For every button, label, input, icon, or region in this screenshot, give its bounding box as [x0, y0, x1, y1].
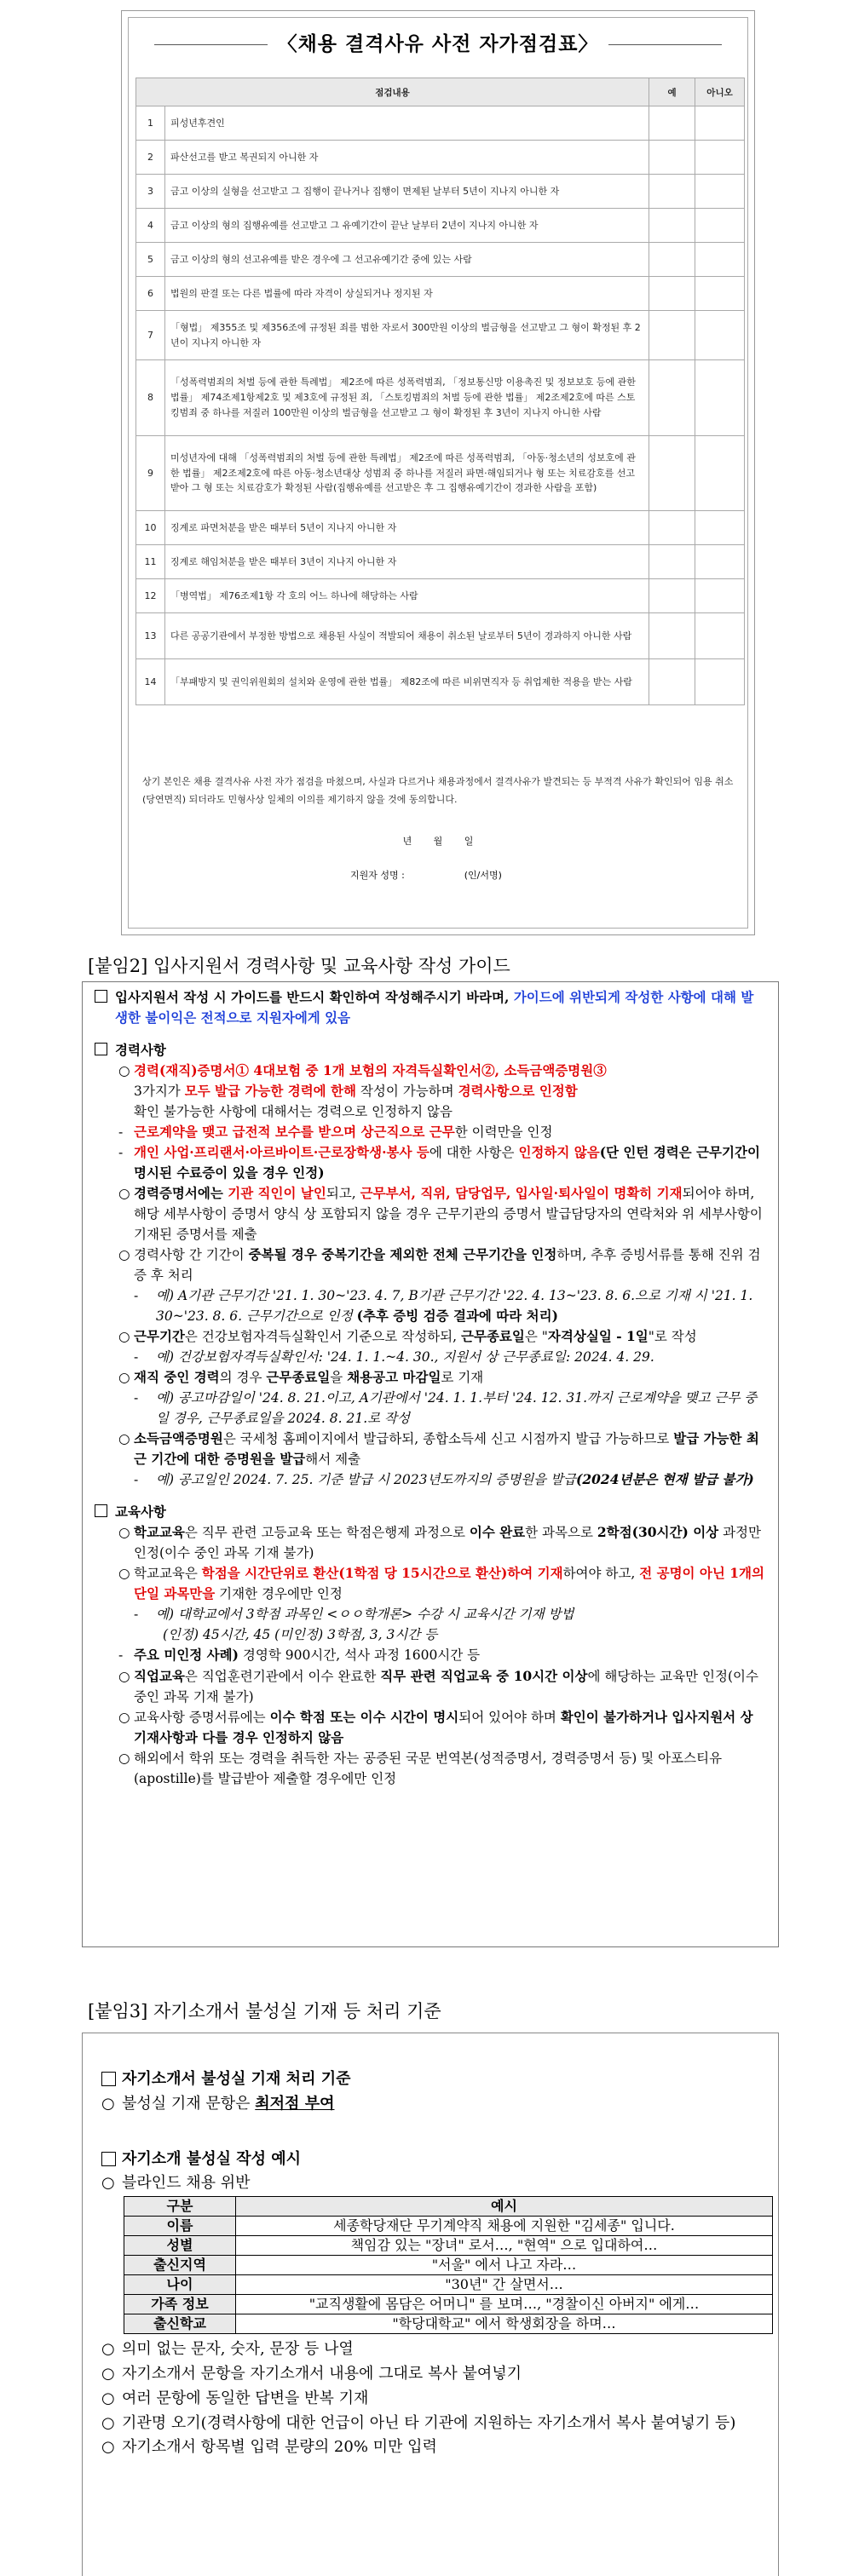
yes-cell[interactable]	[649, 175, 695, 209]
edu-title	[95, 1502, 766, 1522]
yes-cell[interactable]	[649, 545, 695, 579]
checklist-row	[136, 175, 745, 209]
t: 과정만 인정(이수 중인 과목 기재 불가)	[134, 1525, 762, 1561]
t: 은 국세청 홈페이지에서 발급하되, 종합소득세 신고 시점까지 발급 가능하므로	[222, 1431, 674, 1447]
t: 채용공고 마감일	[347, 1369, 441, 1386]
no-cell[interactable]	[695, 311, 745, 360]
t: 경력사항 간 기간이	[134, 1247, 249, 1263]
example-text: 세종학당재단 무기계약직 채용에 지원한 "김세종" 입니다.	[236, 2217, 773, 2236]
checklist-row	[136, 106, 745, 141]
example-period	[95, 1347, 766, 1367]
unfaithful-item-text: 자기소개서 문항을 자기소개서 내용에 그대로 복사 붙여넣기	[122, 2364, 522, 2383]
t: 근무부서, 직위, 담당업무, 입사일·퇴사일이 명확히 기재	[360, 1185, 683, 1202]
self-check-form	[121, 10, 755, 935]
checklist-row	[136, 511, 745, 545]
criteria-title-text: 자기소개서 불성실 기재 처리 기준	[122, 2070, 351, 2088]
header-example: 예시	[236, 2197, 773, 2217]
checklist-row	[136, 360, 745, 436]
yes-cell[interactable]	[649, 436, 695, 511]
edu-item-overseas	[95, 1748, 766, 1789]
dash-icon: -	[118, 1647, 124, 1664]
t: 예) A기관 근무기간 '21. 1. 30~'23. 4. 7, B기관 근무기간 '22. 4. 13~'23. 8. 6.으로 기재 시 '21. 1. 30~'23. 8. 6. 근무기간으로 인정	[156, 1288, 753, 1325]
career-title	[95, 1040, 766, 1061]
checkbox-square-icon	[95, 1504, 107, 1517]
dash-icon: -	[118, 1145, 124, 1161]
yes-cell[interactable]	[649, 141, 695, 175]
bullet-circle-icon: ○	[118, 1668, 130, 1684]
no-cell[interactable]	[695, 436, 745, 511]
row-number: 2	[136, 141, 165, 175]
t: 불성실 기재 문항은	[122, 2094, 256, 2113]
doc-num3: ③	[593, 1062, 607, 1079]
career-item-docs	[95, 1061, 766, 1122]
t: 전 공명이 아닌 1개의 단일 과목만을	[134, 1565, 764, 1602]
checklist-row	[136, 613, 745, 659]
header-category: 구분	[124, 2197, 236, 2217]
t: 은 직업훈련기관에서 이수 완료한	[184, 1668, 381, 1684]
checklist-row	[136, 311, 745, 360]
t: 되어 있어야 하며	[458, 1709, 561, 1725]
t: 기관 직인이 날인	[228, 1185, 326, 1202]
intro-warning: 가이드에 위반되게 작성한 사항에 대해 발생한 불이익은 전적으로 지원자에게 있음	[115, 989, 754, 1026]
bullet-circle-icon: ○	[101, 2340, 115, 2359]
example-category: 가족 정보	[124, 2295, 236, 2314]
t: 에 대한 사항은	[429, 1145, 519, 1161]
no-cell[interactable]	[695, 209, 745, 243]
t: 최저점 부여	[255, 2094, 335, 2113]
example-category: 이름	[124, 2217, 236, 2236]
row-text: 「병역법」 제76조제1항 각 호의 어느 하나에 해당하는 사람	[165, 579, 649, 613]
row-number: 5	[136, 243, 165, 277]
t: 확인이 불가하거나 입사지원서 상 기재사항과 다를 경우 인정하지 않음	[134, 1708, 753, 1745]
row-number: 8	[136, 360, 165, 436]
row-number: 13	[136, 613, 165, 659]
t: (인정) 45시간, 45 (미인정) 3학점, 3, 3시간 등	[163, 1627, 438, 1643]
t: 근무기간	[134, 1328, 185, 1345]
edu-item-proof	[95, 1707, 766, 1748]
t: 이수 완료	[469, 1524, 526, 1541]
date-line: 년 월 일	[402, 836, 474, 847]
unfaithful-item	[101, 2362, 759, 2387]
bullet-circle-icon: ○	[118, 1709, 130, 1725]
example-overlap	[95, 1285, 766, 1326]
bullet-circle-icon: ○	[101, 2174, 115, 2193]
t: (2024년분은 현재 발급 불가)	[576, 1471, 754, 1488]
row-text: 금고 이상의 실형을 선고받고 그 집행이 끝나거나 집행이 면제된 날부터 5년이 지나지 아니한 자	[165, 175, 649, 209]
bullet-circle-icon: ○	[118, 1247, 130, 1263]
yes-cell[interactable]	[649, 659, 695, 705]
t: 경영학 900시간, 석사 과정 1600시간 등	[238, 1647, 481, 1664]
checklist-row	[136, 277, 745, 311]
doc-insurance: ① 4대보험 중 1개 보험의 자격득실확인서	[235, 1062, 482, 1079]
t: 경력증명서에는	[134, 1185, 228, 1202]
career-item-current	[95, 1367, 766, 1388]
unfaithful-items	[101, 2337, 759, 2460]
no-cell[interactable]	[695, 511, 745, 545]
career-dash-2	[95, 1142, 766, 1183]
example-category: 출신학교	[124, 2314, 236, 2334]
bullet-circle-icon: ○	[101, 2364, 115, 2383]
example-income	[95, 1469, 766, 1490]
dash-icon: -	[134, 1349, 139, 1366]
checklist-body	[136, 106, 745, 705]
t: 소득금액증명원	[134, 1430, 223, 1447]
example-category: 나이	[124, 2275, 236, 2295]
checklist-table	[135, 78, 745, 705]
t: 으로 작성하되,	[372, 1329, 462, 1345]
example-row	[124, 2236, 773, 2256]
t: 은 건강보험자격득실확인서 기준	[184, 1329, 372, 1345]
doc-career-cert: 경력(재직)증명서	[134, 1062, 236, 1079]
row-text: 금고 이상의 형의 선고유예를 받은 경우에 그 선고유예기간 중에 있는 사람	[165, 243, 649, 277]
bullet-circle-icon: ○	[101, 2389, 115, 2407]
checkbox-square-icon	[95, 1043, 107, 1055]
no-cell[interactable]	[695, 579, 745, 613]
example-convert	[95, 1604, 766, 1645]
t: "로 작성	[648, 1329, 697, 1345]
guide-heading: [붙임2] 입사지원서 경력사항 및 교육사항 작성 가이드	[88, 956, 510, 976]
t: (단 인턴 경력은 근무기간이 명시된 수료증이 있을 경우 인정)	[134, 1144, 760, 1182]
checklist-row	[136, 243, 745, 277]
row-text: 「성폭력범죄의 처벌 등에 관한 특례법」 제2조에 따른 성폭력범죄, 「정보통신망 이용촉진 및 정보보호 등에 관한 법률」 제74조제1항제2호 및 제3호에 규정된 죄, 「스토킹범죄의 처벌 등에 관한 법률」 제2조제2호에 따른 스토킹범죄 중 하나를 저질러 100만원 이상의 벌금형을 선고받고 그 형이 확정된 후 3년이 지나지 아니한 사람	[165, 360, 649, 436]
edu-unrecognized	[95, 1645, 766, 1665]
dash-icon: -	[118, 1124, 124, 1141]
row-text: 법원의 판결 또는 다른 법률에 따라 자격이 상실되거나 정지된 자	[165, 277, 649, 311]
t: 3가지가	[134, 1084, 185, 1100]
row-text: 파산선고를 받고 복권되지 아니한 자	[165, 141, 649, 175]
career-item-period	[95, 1326, 766, 1347]
criteria-item	[101, 2092, 759, 2117]
checklist-row	[136, 545, 745, 579]
edu-item-vocational	[95, 1666, 766, 1707]
blind-violation	[101, 2171, 759, 2196]
example-row	[124, 2275, 773, 2295]
t: 직무 관련 직업교육 중 10시간 이상	[380, 1667, 588, 1684]
row-number: 3	[136, 175, 165, 209]
unfaithful-item-text: 기관명 오기(경력사항에 대한 언급이 아닌 타 기관에 지원하는 자기소개서 복사 붙여넣기 등)	[122, 2413, 736, 2432]
row-number: 4	[136, 209, 165, 243]
no-cell[interactable]	[695, 141, 745, 175]
t: 근무종료일	[461, 1328, 525, 1345]
t: 인정하지 않음	[518, 1144, 600, 1161]
checklist-row	[136, 436, 745, 511]
example-text: "서울" 에서 나고 자라…	[236, 2256, 773, 2275]
t: 해서 제출	[305, 1452, 361, 1468]
t: 로 기재	[441, 1370, 484, 1386]
selfintro-heading: [붙임3] 자기소개서 불성실 기재 등 처리 기준	[88, 2001, 441, 2021]
row-number: 6	[136, 277, 165, 311]
yes-cell[interactable]	[649, 209, 695, 243]
t: 교육사항 증명서류에는	[134, 1709, 270, 1725]
yes-cell[interactable]	[649, 243, 695, 277]
row-text: 징계로 파면처분을 받은 때부터 5년이 지나지 아니한 자	[165, 511, 649, 545]
no-cell[interactable]	[695, 659, 745, 705]
t: 하여야 하고,	[562, 1566, 640, 1582]
t: 중복될 경우 중복기간을 제외한 전체 근무기간을 인정	[248, 1246, 557, 1263]
header-content: 점검내용	[136, 78, 649, 106]
row-number: 11	[136, 545, 165, 579]
t: 직업교육	[134, 1667, 185, 1684]
t: 예) 공고마감일이 '24. 8. 21.이고, A기관에서 '24. 1. 1.부터 '24. 12. 31.까지 근로계약을 맺고 근무 중일 경우, 근무종료일을 2024. 8. 21.로 작성	[156, 1390, 758, 1427]
bullet-circle-icon: ○	[118, 1186, 130, 1202]
guide-box	[82, 981, 779, 1947]
t: 2학점(30시간) 이상	[597, 1524, 719, 1541]
bullet-circle-icon: ○	[118, 1431, 130, 1447]
doc-income: ②, 소득금액증명원	[481, 1062, 594, 1079]
t: 학점을 시간단위로 환산(1학점 당 15시간으로 환산)하여 기재	[201, 1565, 563, 1582]
example-row	[124, 2217, 773, 2236]
consent-statement: 상기 본인은 채용 결격사유 사전 자가 점검을 마쳤으며, 사실과 다르거나 채용과정에서 결격사유가 발견되는 등 부적격 사유가 확인되어 임용 취소(당연면직) 되더라도 민형사상 일체의 이의를 제기하지 않을 것에 동의합니다.	[142, 776, 734, 805]
t: 기재한 경우에만 인정	[215, 1586, 343, 1602]
row-number: 12	[136, 579, 165, 613]
row-number: 1	[136, 106, 165, 141]
row-number: 7	[136, 311, 165, 360]
examples-title-text: 자기소개 불성실 작성 예시	[122, 2149, 302, 2168]
t: 이수 학점 또는 이수 시간이 명시	[269, 1708, 459, 1725]
t: 작성이 가능하며	[355, 1084, 458, 1100]
career-dash-1	[95, 1122, 766, 1142]
t: 경력사항으로 인정함	[458, 1083, 578, 1100]
checklist-row	[136, 141, 745, 175]
row-text: 피성년후견인	[165, 106, 649, 141]
checklist-row	[136, 659, 745, 705]
yes-cell[interactable]	[649, 277, 695, 311]
example-category: 출신지역	[124, 2256, 236, 2275]
bullet-circle-icon: ○	[118, 1566, 130, 1582]
yes-cell[interactable]	[649, 511, 695, 545]
t: 하며, 추후 증빙서류를 통해 진위 검증 후 처리	[134, 1247, 761, 1284]
t: 재직 중인 경력	[134, 1369, 220, 1386]
dash-icon: -	[134, 1607, 139, 1623]
example-current	[95, 1388, 766, 1429]
t: 되어야 하며, 해당 세부사항이 증명서 양식 상 포함되지 않을 경우 근무기관의 증명서 발급담당자의 연락처와 위 세부사항이 기재된 증명서를 제출	[134, 1186, 763, 1243]
row-text: 「형법」 제355조 및 제356조에 규정된 죄를 범한 자로서 300만원 이상의 벌금형을 선고받고 그 형이 확정된 후 2년이 지나지 아니한 자	[165, 311, 649, 360]
career-title-text: 경력사항	[115, 1042, 166, 1059]
row-text: 미성년자에 대해 「성폭력범죄의 처벌 등에 관한 특례법」 제2조에 따른 성폭력범죄, 「아동·청소년의 성보호에 관한 법률」 제2조제2호에 따른 아동·청소년대상 성범죄 중 하나를 저질러 파면·해임되거나 형 또는 치료감호를 선고받아 그 형 또는 치료감호가 확정된 사람(집행유예를 선고받은 후 그 집행유예기간이 경과한 사람을 포함)	[165, 436, 649, 511]
t: 해외에서 학위 또는 경력을 취득한 자는 공증된 국문 번역본(성적증명서, 경력증명서 등) 및 아포스티유(apostille)를 발급받아 제출할 경우에만 인정	[134, 1750, 723, 1786]
unfaithful-item-text: 여러 문항에 동일한 답변을 반복 기재	[122, 2389, 369, 2407]
t: 자격상실일 - 1일	[547, 1328, 649, 1345]
bullet-circle-icon: ○	[118, 1063, 130, 1079]
checklist-header-row	[136, 78, 745, 106]
t: 은 직무 관련 고등교육 또는 학점은행제 과정으로	[184, 1525, 470, 1541]
yes-cell[interactable]	[649, 613, 695, 659]
checkbox-square-icon	[101, 2152, 116, 2166]
no-cell[interactable]	[695, 277, 745, 311]
t: 주요 미인정 사례)	[134, 1647, 239, 1664]
bullet-circle-icon: ○	[101, 2094, 115, 2113]
t: 학교교육	[134, 1524, 185, 1541]
row-number: 10	[136, 511, 165, 545]
bullet-circle-icon: ○	[101, 2413, 115, 2432]
unfaithful-item	[101, 2337, 759, 2362]
dash-icon: -	[134, 1288, 139, 1304]
edu-title-text: 교육사항	[115, 1504, 166, 1521]
no-cell[interactable]	[695, 175, 745, 209]
example-row	[124, 2295, 773, 2314]
guide-intro	[95, 987, 766, 1028]
unfaithful-item-text: 자기소개서 항목별 입력 분량의 20% 미만 입력	[122, 2438, 437, 2457]
dash-icon: -	[134, 1472, 139, 1488]
yes-cell[interactable]	[649, 106, 695, 141]
t: 예) 공고일인 2024. 7. 25. 기준 발급 시 2023년도까지의 증명원을 발급	[156, 1472, 577, 1488]
t: 블라인드 채용 위반	[122, 2174, 251, 2193]
example-row	[124, 2314, 773, 2334]
t: 모두 발급 가능한 경력에 한해	[184, 1083, 356, 1100]
t: 근로계약을 맺고 급전적 보수를 받으며 상근직으로 근무	[134, 1124, 455, 1141]
t: 되고,	[326, 1186, 360, 1202]
t: 발급 가능한 최근 기간에 대한 증명원을 발급	[134, 1430, 759, 1468]
bullet-circle-icon: ○	[101, 2438, 115, 2457]
violation-example-table	[124, 2196, 773, 2334]
examples-title	[101, 2148, 759, 2172]
bullet-circle-icon: ○	[118, 1525, 130, 1541]
intro-text: 입사지원서 작성 시 가이드를 반드시 확인하여 작성해주시기 바라며,	[115, 989, 514, 1005]
unfaithful-item-text: 의미 없는 문자, 숫자, 문장 등 나열	[122, 2340, 354, 2359]
example-category: 성별	[124, 2236, 236, 2256]
edu-item-convert	[95, 1563, 766, 1604]
t: 에 해당하는 교육만 인정(이수 중인 과목 기재 불가)	[134, 1668, 758, 1705]
t: 확인 불가능한 사항에 대해서는 경력으로 인정하지 않음	[134, 1104, 453, 1120]
header-no: 아니오	[695, 78, 745, 106]
unfaithful-item	[101, 2435, 759, 2460]
example-text: 책임감 있는 "장녀" 로서…, "현역" 으로 입대하여…	[236, 2236, 773, 2256]
yes-cell[interactable]	[649, 579, 695, 613]
dash-icon: -	[134, 1390, 139, 1406]
row-text: 금고 이상의 형의 집행유예를 선고받고 그 유예기간이 끝난 날부터 2년이 지나지 아니한 자	[165, 209, 649, 243]
example-body	[124, 2217, 773, 2334]
example-text: "30년" 간 살면서…	[236, 2275, 773, 2295]
t: 예) 건강보험자격득실확인서: '24. 1. 1.~4. 30., 지원서 상 근무종료일: 2024. 4. 29.	[156, 1349, 654, 1366]
career-item-overlap	[95, 1245, 766, 1285]
career-item-cert	[95, 1183, 766, 1245]
checkbox-square-icon	[101, 2072, 116, 2086]
no-cell[interactable]	[695, 613, 745, 659]
row-text: 다른 공공기관에서 부정한 방법으로 채용된 사실이 적발되어 채용이 취소된 날로부터 5년이 경과하지 아니한 사람	[165, 613, 649, 659]
selfintro-box	[82, 2033, 779, 2576]
t: 한 이력만을 인정	[454, 1124, 553, 1141]
unfaithful-item	[101, 2412, 759, 2436]
yes-cell[interactable]	[649, 311, 695, 360]
header-yes: 예	[649, 78, 695, 106]
t: 근무종료일	[266, 1369, 331, 1386]
checklist-row	[136, 579, 745, 613]
edu-item-school	[95, 1522, 766, 1563]
no-cell[interactable]	[695, 106, 745, 141]
signature-line: 지원자 성명 : (인/서명)	[350, 870, 502, 881]
bullet-circle-icon: ○	[118, 1370, 130, 1386]
row-text: 「부패방지 및 권익위원회의 설치와 운영에 관한 법률」 제82조에 따른 비위면직자 등 취업제한 적용을 받는 사람	[165, 659, 649, 705]
row-text: 징계로 해임처분을 받은 때부터 3년이 지나지 아니한 자	[165, 545, 649, 579]
self-check-title-line	[129, 28, 747, 62]
self-check-inner-frame	[128, 17, 748, 929]
checkbox-square-icon	[95, 990, 107, 1003]
row-number: 9	[136, 436, 165, 511]
example-row	[124, 2256, 773, 2275]
t: 의 경우	[219, 1370, 267, 1386]
example-header-row	[124, 2197, 773, 2217]
example-text: "학당대학교" 에서 학생회장을 하며…	[236, 2314, 773, 2334]
bullet-circle-icon: ○	[118, 1329, 130, 1345]
t: 예) 대학교에서 3학점 과목인 <ㅇㅇ학개론> 수강 시 교육시간 기재 방법	[156, 1607, 574, 1623]
no-cell[interactable]	[695, 243, 745, 277]
t: 한 과목으로	[525, 1525, 597, 1541]
t: 학교교육은	[134, 1566, 202, 1582]
row-number: 14	[136, 659, 165, 705]
bullet-circle-icon: ○	[118, 1750, 130, 1766]
example-text: "교직생활에 몸담은 어머니" 를 보며…, "경찰이신 아버지" 에게…	[236, 2295, 773, 2314]
t: 을	[330, 1370, 348, 1386]
yes-cell[interactable]	[649, 360, 695, 436]
t: (추후 증빙 검증 결과에 따라 처리)	[356, 1308, 558, 1325]
criteria-title	[101, 2067, 759, 2092]
checklist-row	[136, 209, 745, 243]
t: 은 "	[524, 1329, 548, 1345]
unfaithful-item	[101, 2387, 759, 2412]
self-check-title: 〈채용 결격사유 사전 자가점검표〉	[268, 28, 609, 56]
no-cell[interactable]	[695, 545, 745, 579]
t: 개인 사업·프리랜서·아르바이트·근로장학생·봉사 등	[134, 1144, 430, 1161]
career-item-income	[95, 1429, 766, 1469]
no-cell[interactable]	[695, 360, 745, 436]
